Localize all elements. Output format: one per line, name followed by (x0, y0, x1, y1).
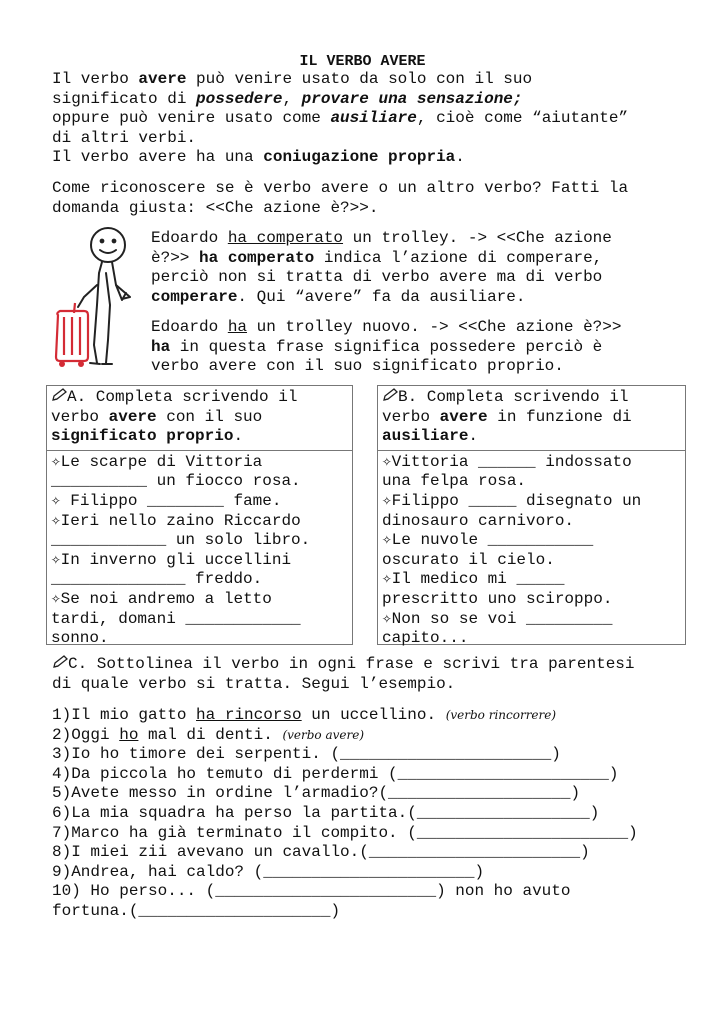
exercise-line: __________ un fiocco rosa. (51, 472, 301, 491)
boy-with-trolley-illustration (50, 225, 140, 370)
handwritten-answer: (verbo rincorrere) (445, 708, 557, 722)
handwritten-answer: (verbo avere) (282, 727, 365, 742)
exercise-a-header: A. Completa scrivendo il verbo avere con il suo significato proprio. (47, 386, 352, 451)
list-item: 3)Io ho timore dei serpenti. (______________________) (52, 745, 561, 764)
exercise-line: ✧Il medico mi _____ (382, 570, 565, 589)
exercise-line: ✧Filippo _____ disegnato un (382, 491, 642, 510)
exercise-c-list (52, 706, 712, 922)
list-item: 7)Marco ha già terminato il compito. (______________________) (52, 823, 638, 842)
exercise-line: capito... (382, 629, 469, 648)
intro-paragraph: Il verbo avere può venire usato da solo con il suo significato di possedere, provare una sensazione; oppure può venire usato come ausiliare, cioè come “aiutante” di altri verbi. Il verbo avere ha una coniugazione propria. (52, 70, 629, 167)
exercise-line: ✧In inverno gli uccellini (51, 550, 292, 569)
list-item: 8)I miei zii avevano un cavallo.(______________________) (52, 843, 590, 862)
list-item: 2)Oggi ho mal di denti. (verbo avere) (52, 725, 365, 744)
list-item: 5)Avete messo in ordine l’armadio?(___________________) (52, 784, 581, 803)
exercise-line: ✧Le nuvole ___________ (382, 531, 594, 550)
exercise-line: dinosauro carnivoro. (382, 511, 575, 530)
exercise-line: ____________ un solo libro. (51, 531, 311, 550)
pencil-icon (382, 388, 398, 402)
example-paragraph-2: Edoardo ha un trolley nuovo. -> <<Che azione è?>> ha in questa frase significa possedere perciò è verbo avere con il suo significato proprio. (151, 318, 622, 376)
list-item: 1)Il mio gatto ha rincorso un uccellino. (verbo rincorrere) (52, 706, 557, 724)
exercise-line: ✧Vittoria ______ indossato (382, 452, 632, 471)
exercise-line: sonno. (51, 629, 109, 648)
exercise-line: ✧Se noi andremo a letto (51, 589, 272, 608)
list-item: fortuna.(____________________) (52, 901, 341, 920)
list-item: 10) Ho perso... (_______________________) non ho avuto (52, 882, 571, 901)
exercise-line: prescritto uno sciroppo. (382, 589, 613, 608)
exercise-line: ______________ freddo. (51, 570, 263, 589)
exercise-box-a (46, 385, 353, 648)
exercise-c-instructions: C. Sottolinea il verbo in ogni frase e scrivi tra parentesi di quale verbo si tratta. Segui l’esempio. (52, 655, 635, 693)
exercise-b-header: B. Completa scrivendo il verbo avere in funzione di ausiliare. (378, 386, 685, 451)
list-item: 4)Da piccola ho temuto di perdermi (______________________) (52, 764, 619, 783)
pencil-icon (52, 655, 68, 669)
exercise-line: ✧ Filippo ________ fame. (51, 491, 282, 510)
question-paragraph: Come riconoscere se è verbo avere o un altro verbo? Fatti la domanda giusta: <<Che azione è?>>. (52, 179, 629, 217)
exercise-line: tardi, domani ____________ (51, 609, 301, 628)
exercise-line: ✧Le scarpe di Vittoria (51, 452, 263, 471)
list-item: 6)La mia squadra ha perso la partita.(__________________) (52, 803, 600, 822)
exercise-line: una felpa rosa. (382, 472, 527, 491)
list-item: 9)Andrea, hai caldo? (______________________) (52, 862, 485, 881)
exercise-line: ✧Ieri nello zaino Riccardo (51, 511, 301, 530)
exercise-a-sentences (47, 451, 352, 651)
exercise-box-b (377, 385, 686, 648)
exercise-line: oscurato il cielo. (382, 550, 555, 569)
exercise-line: ✧Non so se voi _________ (382, 609, 613, 628)
example-paragraph-1: Edoardo ha comperato un trolley. -> <<Che azione è?>> ha comperato indica l’azione di comperare, perciò non si tratta di verbo avere ma di verbo comperare. Qui “avere” fa da ausiliare. (151, 229, 612, 306)
page-title: IL VERBO AVERE (299, 53, 426, 70)
exercise-b-sentences (378, 451, 685, 651)
pencil-icon (51, 388, 67, 402)
